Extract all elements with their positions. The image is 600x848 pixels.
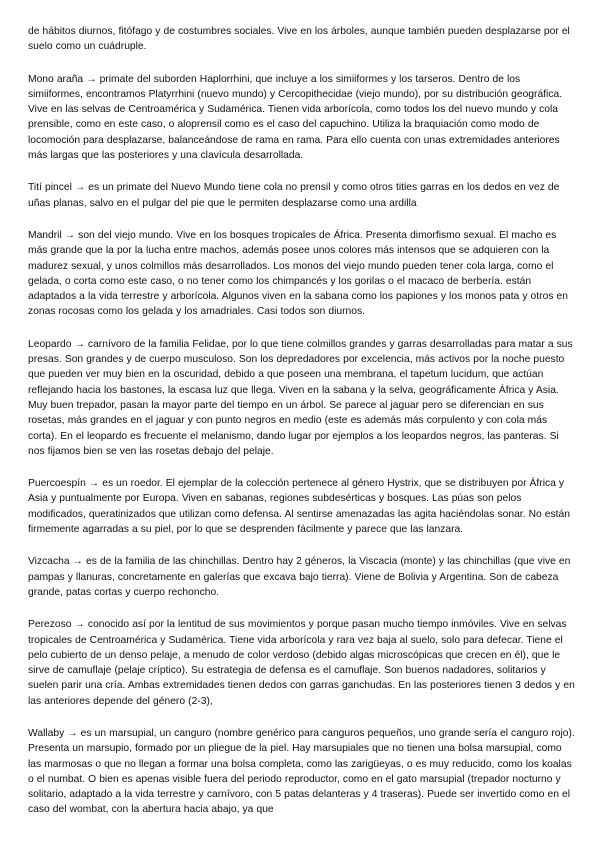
paragraph-vizcacha: Vizcacha → es de la familia de las chinchillas. Dentro hay 2 géneros, la Viscacia (monte) y las chinchillas (que vive en pampas y llanuras, concretamente en galerías que excava bajo tierra). Viene de Bolivia y Argentina. Son de cabeza grande, patas cortas y cuerpo rechoncho. (28, 556, 571, 598)
paragraph-puercoespin: Puercoespín → es un roedor. El ejemplar de la colección pertenece al género Hystrix, que se distribuyen por África y Asia y puntualmente por Europa. Viven en sabanas, regiones subdesérticas y bosques. Las púas son pelos modificados, queratinizados que utilizan como defensa. Al sentirse amenazadas las agita haciéndolas sonar. No están firmemente agarradas a su piel, por lo que se desprenden fácilmente y parece que las lanzara. (28, 478, 570, 536)
paragraph-mono-arana: Mono araña → primate del suborden Haplorrhini, que incluye a los simiiformes y los tarseros. Dentro de los simiiformes, encontramos Platyrrhini (nuevo mundo) y Cercopithecidae (viejo mundo), por su distribución geográfica. Vive en las selvas de Centroamérica y Sudamérica. Tienen vida arborícola, como todos los del nuevo mundo y cola prensible, como en este caso, o aloprensil como es el caso del capuchino. Utiliza la braquiación como modo de locomoción para desplazarse, balanceándose de rama en rama. Para ello cuenta con unas extremidades anteriores más largas que las posteriores y una clavícula desarrollada. (28, 73, 563, 162)
document-body (28, 24, 576, 835)
paragraph-continuation: de hábitos diurnos, fitófago y de costumbres sociales. Vive en los árboles, aunque también pueden desplazarse por el suelo como un cuádruple. (28, 26, 570, 53)
paragraph-leopardo: Leopardo → carnívoro de la familia Felidae, por lo que tiene colmillos grandes y garras desarrolladas para matar a sus presas. Son grandes y de cuerpo musculoso. Son los depredadores por excelencia, más activos por la noche puesto que pueden ver muy bien en la oscuridad, debido a que poseen una membrana, el tapetum lucidum, que actúan reflejando hacia los bastones, la escasa luz que llega. Viven en la sabana y la selva, geográficamente África y Asia. Muy buen trepador, pasan la mayor parte del tiempo en un árbol. Se parece al jaguar pero se diferencian en sus rosetas, más grandes en el jaguar y con punto negros en medio (este es además más corpulento y con cola más corta). En el leopardo es frecuente el melanismo, dando lugar por ejemplos a los leopardos negros, las panteras. Si nos fijamos bien se ven las rosetas debajo del pelaje. (28, 338, 573, 457)
paragraph-perezoso: Perezoso → conocido así por la lentitud de sus movimientos y porque pasan mucho tiempo inmóviles. Vive en selvas tropicales de Centroamérica y Sudamérica. Tiene vida arborícola y rara vez baja al suelo, solo para defecar. Tiene el pelo cubierto de un denso pelaje, a menudo de color verdoso (debido algas microscópicas que crecen en él), que le sirve de camuflaje (pelaje críptico). Su estrategia de defensa es el camuflaje. Son buenos nadadores, solitarios y suelen parir una cría. Ambas extremidades tienen dedos con garras ganchudas. En las posteriores tienen 3 dedos y en las anteriores depende del género (2-3), (28, 619, 575, 707)
paragraph-wallaby: Wallaby → es un marsupial, un canguro (nombre genérico para canguros pequeños, uno grande sería el canguro rojo). Presenta un marsupio, formado por un pliegue de la piel. Hay marsupiales que no tienen una bolsa marsupial, como las marmosas o que no llegan a formar una bolsa completa, como las zarigüeyas, o es muy reducido, como los koalas o el numbat. O bien es apenas visible fuera del periodo reproductor, como en el gato marsupial (trepador nocturno y solitario, adaptado a la vida terrestre y carnívoro, con 5 patas delanteras y 4 traseras). Puede ser invertido como en el caso del wombat, con la abertura hacia abajo, ya que (28, 727, 575, 816)
paragraph-titi-pincel: Tití pincel → es un primate del Nuevo Mundo tiene cola no prensil y como otros tities garras en los dedos en vez de uñas planas, salvo en el pulgar del pie que le permiten desplazarse como una ardilla (28, 182, 560, 209)
paragraph-mandril: Mandril → son del viejo mundo. Vive en los bosques tropicales de África. Presenta dimorfismo sexual. El macho es más grande que la por la lucha entre machos, además posee unos colores más intensos que se adquieren con la madurez sexual, y unos colmillos más desarrollados. Los monos del viejo mundo pueden tener cola larga, como el gelada, o corta como este caso, o no tener como los chimpancés y los gorilas o el macaco de berbería. están adaptados a la vida terrestre y arborícola. Algunos viven en la sabana como los papiones y los monos pata y otros en zonas rocosas como los gelada y los amadriales. Casi todos son diurnos. (28, 229, 568, 318)
